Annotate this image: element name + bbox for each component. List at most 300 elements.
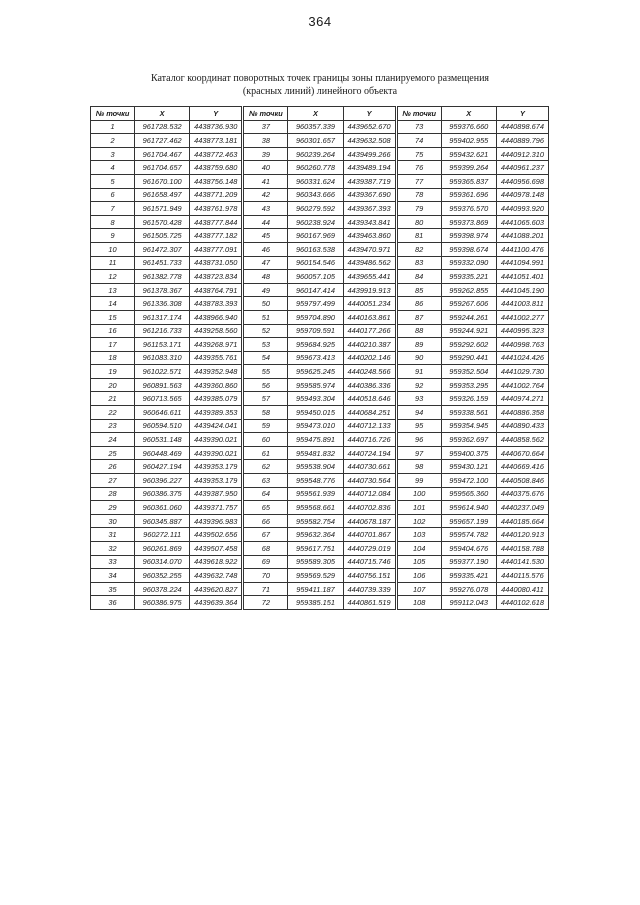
cell-point-number: 59 — [244, 419, 288, 433]
cell-x: 959589.305 — [288, 555, 343, 569]
cell-x: 960167.969 — [288, 229, 343, 243]
cell-x: 960352.255 — [135, 569, 190, 583]
cell-point-number: 57 — [244, 392, 288, 406]
cell-x: 959335.421 — [441, 569, 496, 583]
cell-y: 4440202.146 — [343, 351, 395, 365]
cell-x: 959354.945 — [441, 419, 496, 433]
cell-x: 961336.308 — [135, 297, 190, 311]
cell-point-number: 102 — [397, 514, 441, 528]
cell-y: 4440177.266 — [343, 324, 395, 338]
cell-x: 960057.105 — [288, 270, 343, 284]
table-row — [91, 582, 549, 596]
cell-x: 960427.194 — [135, 460, 190, 474]
cell-y: 4439385.079 — [190, 392, 242, 406]
cell-point-number: 39 — [244, 147, 288, 161]
cell-y: 4441002.277 — [496, 310, 548, 324]
cell-y: 4440163.861 — [343, 310, 395, 324]
cell-point-number: 101 — [397, 501, 441, 515]
cell-point-number: 100 — [397, 487, 441, 501]
cell-x: 961704.467 — [135, 147, 190, 161]
cell-y: 4439360.860 — [190, 378, 242, 392]
cell-x: 961083.310 — [135, 351, 190, 365]
cell-point-number: 71 — [244, 582, 288, 596]
cell-point-number: 67 — [244, 528, 288, 542]
cell-x: 959361.696 — [441, 188, 496, 202]
cell-point-number: 13 — [91, 283, 135, 297]
table-row — [91, 270, 549, 284]
cell-x: 961317.174 — [135, 310, 190, 324]
cell-point-number: 83 — [397, 256, 441, 270]
cell-point-number: 86 — [397, 297, 441, 311]
title-line-2: (красных линий) линейного объекта — [242, 86, 398, 97]
cell-y: 4440861.519 — [343, 596, 395, 610]
cell-point-number: 108 — [397, 596, 441, 610]
cell-x: 960261.869 — [135, 542, 190, 556]
cell-x: 959568.661 — [288, 501, 343, 515]
cell-y: 4439353.179 — [190, 460, 242, 474]
cell-x: 959585.974 — [288, 378, 343, 392]
cell-y: 4439652.670 — [343, 120, 395, 134]
cell-point-number: 44 — [244, 215, 288, 229]
cell-x: 960239.264 — [288, 147, 343, 161]
cell-x: 960357.339 — [288, 120, 343, 134]
table-row — [91, 134, 549, 148]
cell-x: 961451.733 — [135, 256, 190, 270]
cell-x: 959402.955 — [441, 134, 496, 148]
cell-x: 959353.295 — [441, 378, 496, 392]
cell-y: 4440375.676 — [496, 487, 548, 501]
cell-x: 961505.725 — [135, 229, 190, 243]
cell-x: 959398.974 — [441, 229, 496, 243]
cell-point-number: 80 — [397, 215, 441, 229]
cell-point-number: 33 — [91, 555, 135, 569]
cell-point-number: 27 — [91, 474, 135, 488]
cell-point-number: 3 — [91, 147, 135, 161]
cell-x: 960448.469 — [135, 446, 190, 460]
cell-y: 4439499.266 — [343, 147, 395, 161]
cell-point-number: 26 — [91, 460, 135, 474]
table-row — [91, 147, 549, 161]
cell-y: 4438736.930 — [190, 120, 242, 134]
table-row — [91, 542, 549, 556]
cell-point-number: 50 — [244, 297, 288, 311]
cell-x: 959244.261 — [441, 310, 496, 324]
table-row — [91, 365, 549, 379]
cell-x: 959475.891 — [288, 433, 343, 447]
cell-point-number: 75 — [397, 147, 441, 161]
cell-point-number: 37 — [244, 120, 288, 134]
cell-x: 959574.782 — [441, 528, 496, 542]
cell-point-number: 49 — [244, 283, 288, 297]
cell-point-number: 61 — [244, 446, 288, 460]
cell-y: 4439618.922 — [190, 555, 242, 569]
cell-x: 960343.666 — [288, 188, 343, 202]
cell-x: 960260.778 — [288, 161, 343, 175]
cell-point-number: 34 — [91, 569, 135, 583]
cell-y: 4438777.182 — [190, 229, 242, 243]
table-row — [91, 242, 549, 256]
cell-y: 4439387.719 — [343, 174, 395, 188]
cell-y: 4440715.746 — [343, 555, 395, 569]
header-x: X — [135, 107, 190, 121]
table-row — [91, 433, 549, 447]
cell-point-number: 82 — [397, 242, 441, 256]
cell-x: 960272.111 — [135, 528, 190, 542]
cell-y: 4440898.674 — [496, 120, 548, 134]
cell-point-number: 69 — [244, 555, 288, 569]
cell-x: 959684.925 — [288, 338, 343, 352]
header-point-number: № точки — [397, 107, 441, 121]
cell-point-number: 94 — [397, 406, 441, 420]
cell-x: 961728.532 — [135, 120, 190, 134]
cell-point-number: 2 — [91, 134, 135, 148]
cell-y: 4438756.148 — [190, 174, 242, 188]
cell-x: 961216.733 — [135, 324, 190, 338]
cell-point-number: 31 — [91, 528, 135, 542]
cell-x: 959657.199 — [441, 514, 496, 528]
cell-y: 4439620.827 — [190, 582, 242, 596]
cell-y: 4438723.834 — [190, 270, 242, 284]
cell-y: 4440730.564 — [343, 474, 395, 488]
cell-x: 959632.364 — [288, 528, 343, 542]
cell-y: 4441003.811 — [496, 297, 548, 311]
cell-point-number: 36 — [91, 596, 135, 610]
cell-x: 959473.010 — [288, 419, 343, 433]
table-row — [91, 283, 549, 297]
cell-x: 959450.015 — [288, 406, 343, 420]
cell-y: 4441002.764 — [496, 378, 548, 392]
cell-x: 959292.602 — [441, 338, 496, 352]
cell-y: 4438777.091 — [190, 242, 242, 256]
cell-x: 960396.227 — [135, 474, 190, 488]
cell-x: 960147.414 — [288, 283, 343, 297]
cell-y: 4438772.463 — [190, 147, 242, 161]
cell-point-number: 64 — [244, 487, 288, 501]
table-row — [91, 174, 549, 188]
cell-point-number: 14 — [91, 297, 135, 311]
table-row — [91, 446, 549, 460]
cell-point-number: 99 — [397, 474, 441, 488]
cell-x: 959376.660 — [441, 120, 496, 134]
cell-x: 959399.264 — [441, 161, 496, 175]
cell-x: 959569.529 — [288, 569, 343, 583]
cell-x: 959617.751 — [288, 542, 343, 556]
cell-x: 959411.187 — [288, 582, 343, 596]
cell-x: 961378.367 — [135, 283, 190, 297]
cell-x: 959709.591 — [288, 324, 343, 338]
cell-point-number: 51 — [244, 310, 288, 324]
table-row — [91, 297, 549, 311]
cell-point-number: 68 — [244, 542, 288, 556]
cell-x: 961570.428 — [135, 215, 190, 229]
cell-x: 959430.121 — [441, 460, 496, 474]
cell-y: 4441051.401 — [496, 270, 548, 284]
cell-x: 961571.949 — [135, 202, 190, 216]
cell-point-number: 55 — [244, 365, 288, 379]
cell-y: 4440141.530 — [496, 555, 548, 569]
cell-y: 4440248.566 — [343, 365, 395, 379]
cell-x: 959625.245 — [288, 365, 343, 379]
table-row — [91, 378, 549, 392]
cell-x: 959538.904 — [288, 460, 343, 474]
cell-point-number: 53 — [244, 338, 288, 352]
cell-y: 4440670.664 — [496, 446, 548, 460]
cell-point-number: 103 — [397, 528, 441, 542]
cell-point-number: 41 — [244, 174, 288, 188]
cell-point-number: 18 — [91, 351, 135, 365]
cell-point-number: 19 — [91, 365, 135, 379]
cell-y: 4438759.680 — [190, 161, 242, 175]
cell-x: 959276.078 — [441, 582, 496, 596]
cell-point-number: 66 — [244, 514, 288, 528]
cell-y: 4440729.019 — [343, 542, 395, 556]
cell-x: 959797.499 — [288, 297, 343, 311]
cell-x: 959582.754 — [288, 514, 343, 528]
cell-y: 4439919.913 — [343, 283, 395, 297]
table-row — [91, 487, 549, 501]
cell-point-number: 79 — [397, 202, 441, 216]
cell-point-number: 45 — [244, 229, 288, 243]
cell-x: 960891.563 — [135, 378, 190, 392]
cell-point-number: 8 — [91, 215, 135, 229]
cell-y: 4440724.194 — [343, 446, 395, 460]
cell-x: 959614.940 — [441, 501, 496, 515]
table-row — [91, 460, 549, 474]
cell-point-number: 104 — [397, 542, 441, 556]
cell-y: 4441024.426 — [496, 351, 548, 365]
cell-y: 4439390.021 — [190, 446, 242, 460]
cell-y: 4440739.339 — [343, 582, 395, 596]
cell-point-number: 29 — [91, 501, 135, 515]
cell-y: 4440080.411 — [496, 582, 548, 596]
cell-x: 959267.606 — [441, 297, 496, 311]
cell-y: 4440993.920 — [496, 202, 548, 216]
table-row — [91, 161, 549, 175]
cell-point-number: 32 — [91, 542, 135, 556]
cell-point-number: 63 — [244, 474, 288, 488]
cell-y: 4440712.133 — [343, 419, 395, 433]
cell-point-number: 76 — [397, 161, 441, 175]
cell-y: 4441065.603 — [496, 215, 548, 229]
title-line-1: Каталог координат поворотных точек границы зоны планируемого размещения — [150, 73, 490, 84]
cell-y: 4439639.364 — [190, 596, 242, 610]
cell-y: 4438773.181 — [190, 134, 242, 148]
cell-x: 959373.869 — [441, 215, 496, 229]
table-header-row — [91, 107, 549, 121]
cell-point-number: 6 — [91, 188, 135, 202]
coordinates-table — [90, 106, 549, 610]
cell-y: 4440115.576 — [496, 569, 548, 583]
cell-x: 961727.462 — [135, 134, 190, 148]
cell-x: 959112.043 — [441, 596, 496, 610]
cell-y: 4440678.187 — [343, 514, 395, 528]
cell-point-number: 58 — [244, 406, 288, 420]
cell-point-number: 73 — [397, 120, 441, 134]
cell-point-number: 92 — [397, 378, 441, 392]
cell-x: 959398.674 — [441, 242, 496, 256]
cell-y: 4441045.190 — [496, 283, 548, 297]
cell-x: 959377.190 — [441, 555, 496, 569]
cell-point-number: 105 — [397, 555, 441, 569]
cell-x: 959493.304 — [288, 392, 343, 406]
cell-y: 4441088.201 — [496, 229, 548, 243]
cell-y: 4439390.021 — [190, 433, 242, 447]
cell-y: 4439463.860 — [343, 229, 395, 243]
cell-y: 4439470.971 — [343, 242, 395, 256]
cell-x: 960301.657 — [288, 134, 343, 148]
cell-y: 4438966.940 — [190, 310, 242, 324]
page-title — [120, 72, 520, 98]
cell-point-number: 52 — [244, 324, 288, 338]
table-row — [91, 351, 549, 365]
cell-y: 4439371.757 — [190, 501, 242, 515]
cell-point-number: 28 — [91, 487, 135, 501]
table-row — [91, 256, 549, 270]
cell-point-number: 65 — [244, 501, 288, 515]
cell-x: 960361.060 — [135, 501, 190, 515]
cell-x: 959472.100 — [441, 474, 496, 488]
table-row — [91, 474, 549, 488]
cell-point-number: 12 — [91, 270, 135, 284]
cell-point-number: 10 — [91, 242, 135, 256]
cell-y: 4440669.416 — [496, 460, 548, 474]
cell-point-number: 47 — [244, 256, 288, 270]
cell-y: 4438764.791 — [190, 283, 242, 297]
cell-x: 961658.497 — [135, 188, 190, 202]
table-row — [91, 215, 549, 229]
cell-x: 960594.510 — [135, 419, 190, 433]
cell-y: 4438771.209 — [190, 188, 242, 202]
cell-y: 4440956.698 — [496, 174, 548, 188]
cell-x: 959704.890 — [288, 310, 343, 324]
cell-x: 960238.924 — [288, 215, 343, 229]
cell-x: 960646.611 — [135, 406, 190, 420]
cell-x: 959362.697 — [441, 433, 496, 447]
cell-y: 4440974.271 — [496, 392, 548, 406]
cell-y: 4438731.050 — [190, 256, 242, 270]
cell-point-number: 89 — [397, 338, 441, 352]
cell-point-number: 20 — [91, 378, 135, 392]
cell-point-number: 96 — [397, 433, 441, 447]
cell-y: 4440890.433 — [496, 419, 548, 433]
cell-point-number: 106 — [397, 569, 441, 583]
cell-y: 4438761.978 — [190, 202, 242, 216]
table-row — [91, 501, 549, 515]
header-x: X — [441, 107, 496, 121]
cell-point-number: 72 — [244, 596, 288, 610]
cell-point-number: 24 — [91, 433, 135, 447]
cell-point-number: 87 — [397, 310, 441, 324]
table-row — [91, 406, 549, 420]
cell-y: 4440158.788 — [496, 542, 548, 556]
cell-point-number: 16 — [91, 324, 135, 338]
table-row — [91, 419, 549, 433]
cell-x: 959338.561 — [441, 406, 496, 420]
header-y: Y — [343, 107, 395, 121]
cell-y: 4440386.336 — [343, 378, 395, 392]
cell-point-number: 54 — [244, 351, 288, 365]
cell-point-number: 25 — [91, 446, 135, 460]
cell-y: 4440978.148 — [496, 188, 548, 202]
cell-y: 4439396.983 — [190, 514, 242, 528]
cell-y: 4440237.049 — [496, 501, 548, 515]
cell-x: 959335.221 — [441, 270, 496, 284]
cell-x: 959376.570 — [441, 202, 496, 216]
cell-x: 959481.832 — [288, 446, 343, 460]
cell-x: 961472.307 — [135, 242, 190, 256]
cell-point-number: 78 — [397, 188, 441, 202]
cell-point-number: 90 — [397, 351, 441, 365]
cell-x: 959326.159 — [441, 392, 496, 406]
table-row — [91, 392, 549, 406]
cell-y: 4440756.151 — [343, 569, 395, 583]
cell-y: 4441100.476 — [496, 242, 548, 256]
cell-y: 4439489.194 — [343, 161, 395, 175]
cell-point-number: 7 — [91, 202, 135, 216]
table-row — [91, 596, 549, 610]
cell-x: 960279.592 — [288, 202, 343, 216]
cell-y: 4440518.646 — [343, 392, 395, 406]
cell-y: 4440961.237 — [496, 161, 548, 175]
cell-y: 4439387.950 — [190, 487, 242, 501]
cell-y: 4440102.618 — [496, 596, 548, 610]
cell-y: 4440716.726 — [343, 433, 395, 447]
cell-point-number: 4 — [91, 161, 135, 175]
cell-y: 4439632.748 — [190, 569, 242, 583]
cell-x: 960531.148 — [135, 433, 190, 447]
cell-y: 4441029.730 — [496, 365, 548, 379]
cell-point-number: 5 — [91, 174, 135, 188]
cell-y: 4439502.656 — [190, 528, 242, 542]
cell-y: 4440995.323 — [496, 324, 548, 338]
header-point-number: № точки — [91, 107, 135, 121]
cell-point-number: 43 — [244, 202, 288, 216]
cell-point-number: 56 — [244, 378, 288, 392]
cell-x: 959290.441 — [441, 351, 496, 365]
cell-point-number: 30 — [91, 514, 135, 528]
cell-y: 4440886.358 — [496, 406, 548, 420]
table-row — [91, 338, 549, 352]
cell-point-number: 74 — [397, 134, 441, 148]
cell-y: 4439424.041 — [190, 419, 242, 433]
cell-y: 4439343.841 — [343, 215, 395, 229]
cell-point-number: 22 — [91, 406, 135, 420]
cell-x: 959565.360 — [441, 487, 496, 501]
cell-x: 960386.975 — [135, 596, 190, 610]
cell-point-number: 97 — [397, 446, 441, 460]
cell-point-number: 42 — [244, 188, 288, 202]
cell-point-number: 84 — [397, 270, 441, 284]
cell-y: 4440858.562 — [496, 433, 548, 447]
cell-point-number: 38 — [244, 134, 288, 148]
cell-y: 4439486.562 — [343, 256, 395, 270]
cell-x: 960378.224 — [135, 582, 190, 596]
cell-y: 4439632.508 — [343, 134, 395, 148]
cell-x: 959561.939 — [288, 487, 343, 501]
cell-y: 4440185.664 — [496, 514, 548, 528]
cell-y: 4439367.690 — [343, 188, 395, 202]
cell-y: 4440730.661 — [343, 460, 395, 474]
cell-y: 4438777.844 — [190, 215, 242, 229]
cell-point-number: 9 — [91, 229, 135, 243]
cell-y: 4440508.846 — [496, 474, 548, 488]
cell-y: 4439507.458 — [190, 542, 242, 556]
cell-y: 4439268.971 — [190, 338, 242, 352]
cell-x: 959244.921 — [441, 324, 496, 338]
cell-point-number: 48 — [244, 270, 288, 284]
cell-point-number: 17 — [91, 338, 135, 352]
cell-point-number: 21 — [91, 392, 135, 406]
